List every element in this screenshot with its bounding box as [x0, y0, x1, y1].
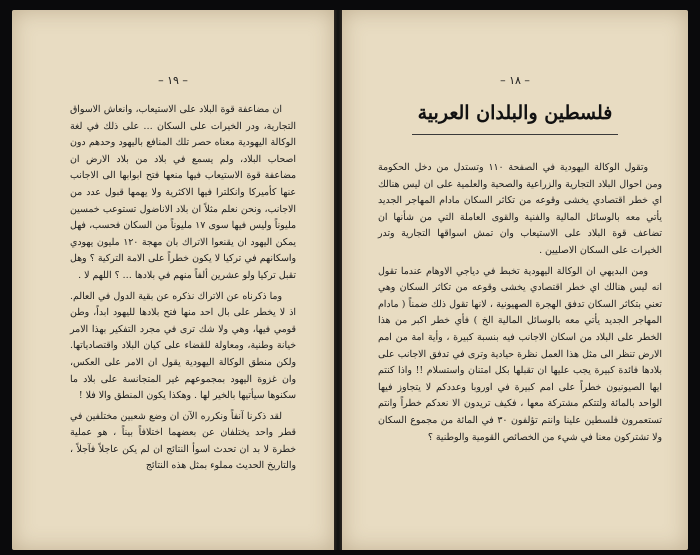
right-page-body [378, 160, 662, 450]
right-page [342, 10, 688, 550]
left-page [12, 10, 334, 550]
right-page-number: – ١٨ – [500, 74, 530, 87]
left-page-number: – ١٩ – [158, 74, 188, 87]
right-paragraph-1: وتقول الوكالة اليهودية في الصفحة ١١٠ وتستدل من دخل الحكومة ومن احوال البلاد التجارية والزراعية والصحية والعلمية على ان ليس هنالك اي خطر اقتصادي يخشى وقوعه من تكاثر السكان مادام المهاجر الجديد يأتي معه بالوسائل المالية والفنية والقوى العاملة التي من شأنها ان تضاعف قوة البلاد على الاستيعاب وان تمش اسواقها التجارية وتدر الخيرات على السكان الاصليين . [378, 162, 662, 256]
left-paragraph-3: لقد ذكرنا آنفاً ونكرره الآن ان وضع شعبين مختلفين في قطر واحد يختلفان عن بعضهما اختلافاً بيناً ، هو عملية خطرة لا بد ان تحدث اسوأ النتائج ان لم يكن عاجلاً فآجلاً ، والتاريخ الحديث مملوء بمثل هذه النتائج [70, 410, 296, 472]
left-paragraph-1: ان مضاعفة قوة البلاد على الاستيعاب، وانعاش الاسواق التجارية، ودر الخيرات على السكان … على ذلك في لغة الوكالة اليهودية معناه حصر تلك المنافع باليهود وحدهم دون اصحاب البلاد، ولم يسمع في بلاد من بلاد الارض ان مضاعفة قوة الاستيعاب فيها منعها فتح ابوابها الى الاجانب عنها كأميركا وانكلترا فيها الاكثرية ولا يهمها قبول عدد من الاجانب، ونحن نعلم مثلاً ان بلاد الاناضول تستوعب خمسين مليوناً وليس فيها سوى ١٧ مليوناً من السكان فحسب، فهل يمكن اليهود ان يقنعوا الاتراك بان مهجة ١٢٠ مليون يهودي واسكانهم في تركيا لا يكون خطراً على الامة التركية ؟ وهل تقبل تركيا ولو عشرين ألفاً منهم في بلادها … ؟ اللهم لا . [70, 104, 296, 281]
title-underline [412, 134, 618, 135]
chapter-title: فلسطين والبلدان العربية [417, 102, 613, 124]
left-page-body [70, 102, 296, 479]
book-gutter [334, 10, 342, 550]
left-paragraph-2: وما ذكرناه عن الاتراك نذكره عن بقية الدول في العالم. اذ لا يخطر على بال احد منها فتح بلادها لليهود ابداً، وطن قومي فيها، وهي ولا شك ترى في مجرد التفكير بهذا الامر خيانة وطنية، ومعاولة للقضاء على كيان البلاد واقتصادياتها. ولكن منطق الوكالة اليهودية يقول ان الامر على العكس، وان غزوة اليهود بمجموعهم غير المتجانسة على بلاد ما سكنوها سيأتيها بالخير لها . وهكذا يكون المنطق والا فلا ! [70, 290, 296, 402]
right-paragraph-2: ومن البديهي ان الوكالة اليهودية تخبط في دياجي الاوهام عندما تقول انه ليس هنالك اي خطر اقتصادي يخشى وقوعه من تكاثر السكان وهي تعني بتكاثر السكان تدفق الهجرة الصهيونية ، لانها تقول ذلك ضمناً ( مادام المهاجر الجديد يأتي معه بالوسائل المالية الخ ) فأي خطر اكبر من هذا الخطر على البلاد من اسكان الاجانب فيه بنسبة كبيرة ، وأية امة من امم الارض تنظر الى مثل هذا العمل نظرة حيادية وترى في تدفق الاجانب على بلادها فائدة كبيرة يجب عليها ان تقبلها بكل امتنان واستسلام !! واذا كنتم ايها الصيونيون خطراً على امم كبيرة في اوروبا وعددكم لا يتجاوز فيها الواحد بالمائة ولتتكم مشتركة معها ، فكيف تريدون الا نعدكم خطراً وانتم تستعمرون فلسطين علينا وانتم تؤلفون ٣٠ في المائة من مجموع السكان ولا تشتركون معنا في شيء من الخصائص القومية والوطنية ؟ [378, 265, 662, 443]
